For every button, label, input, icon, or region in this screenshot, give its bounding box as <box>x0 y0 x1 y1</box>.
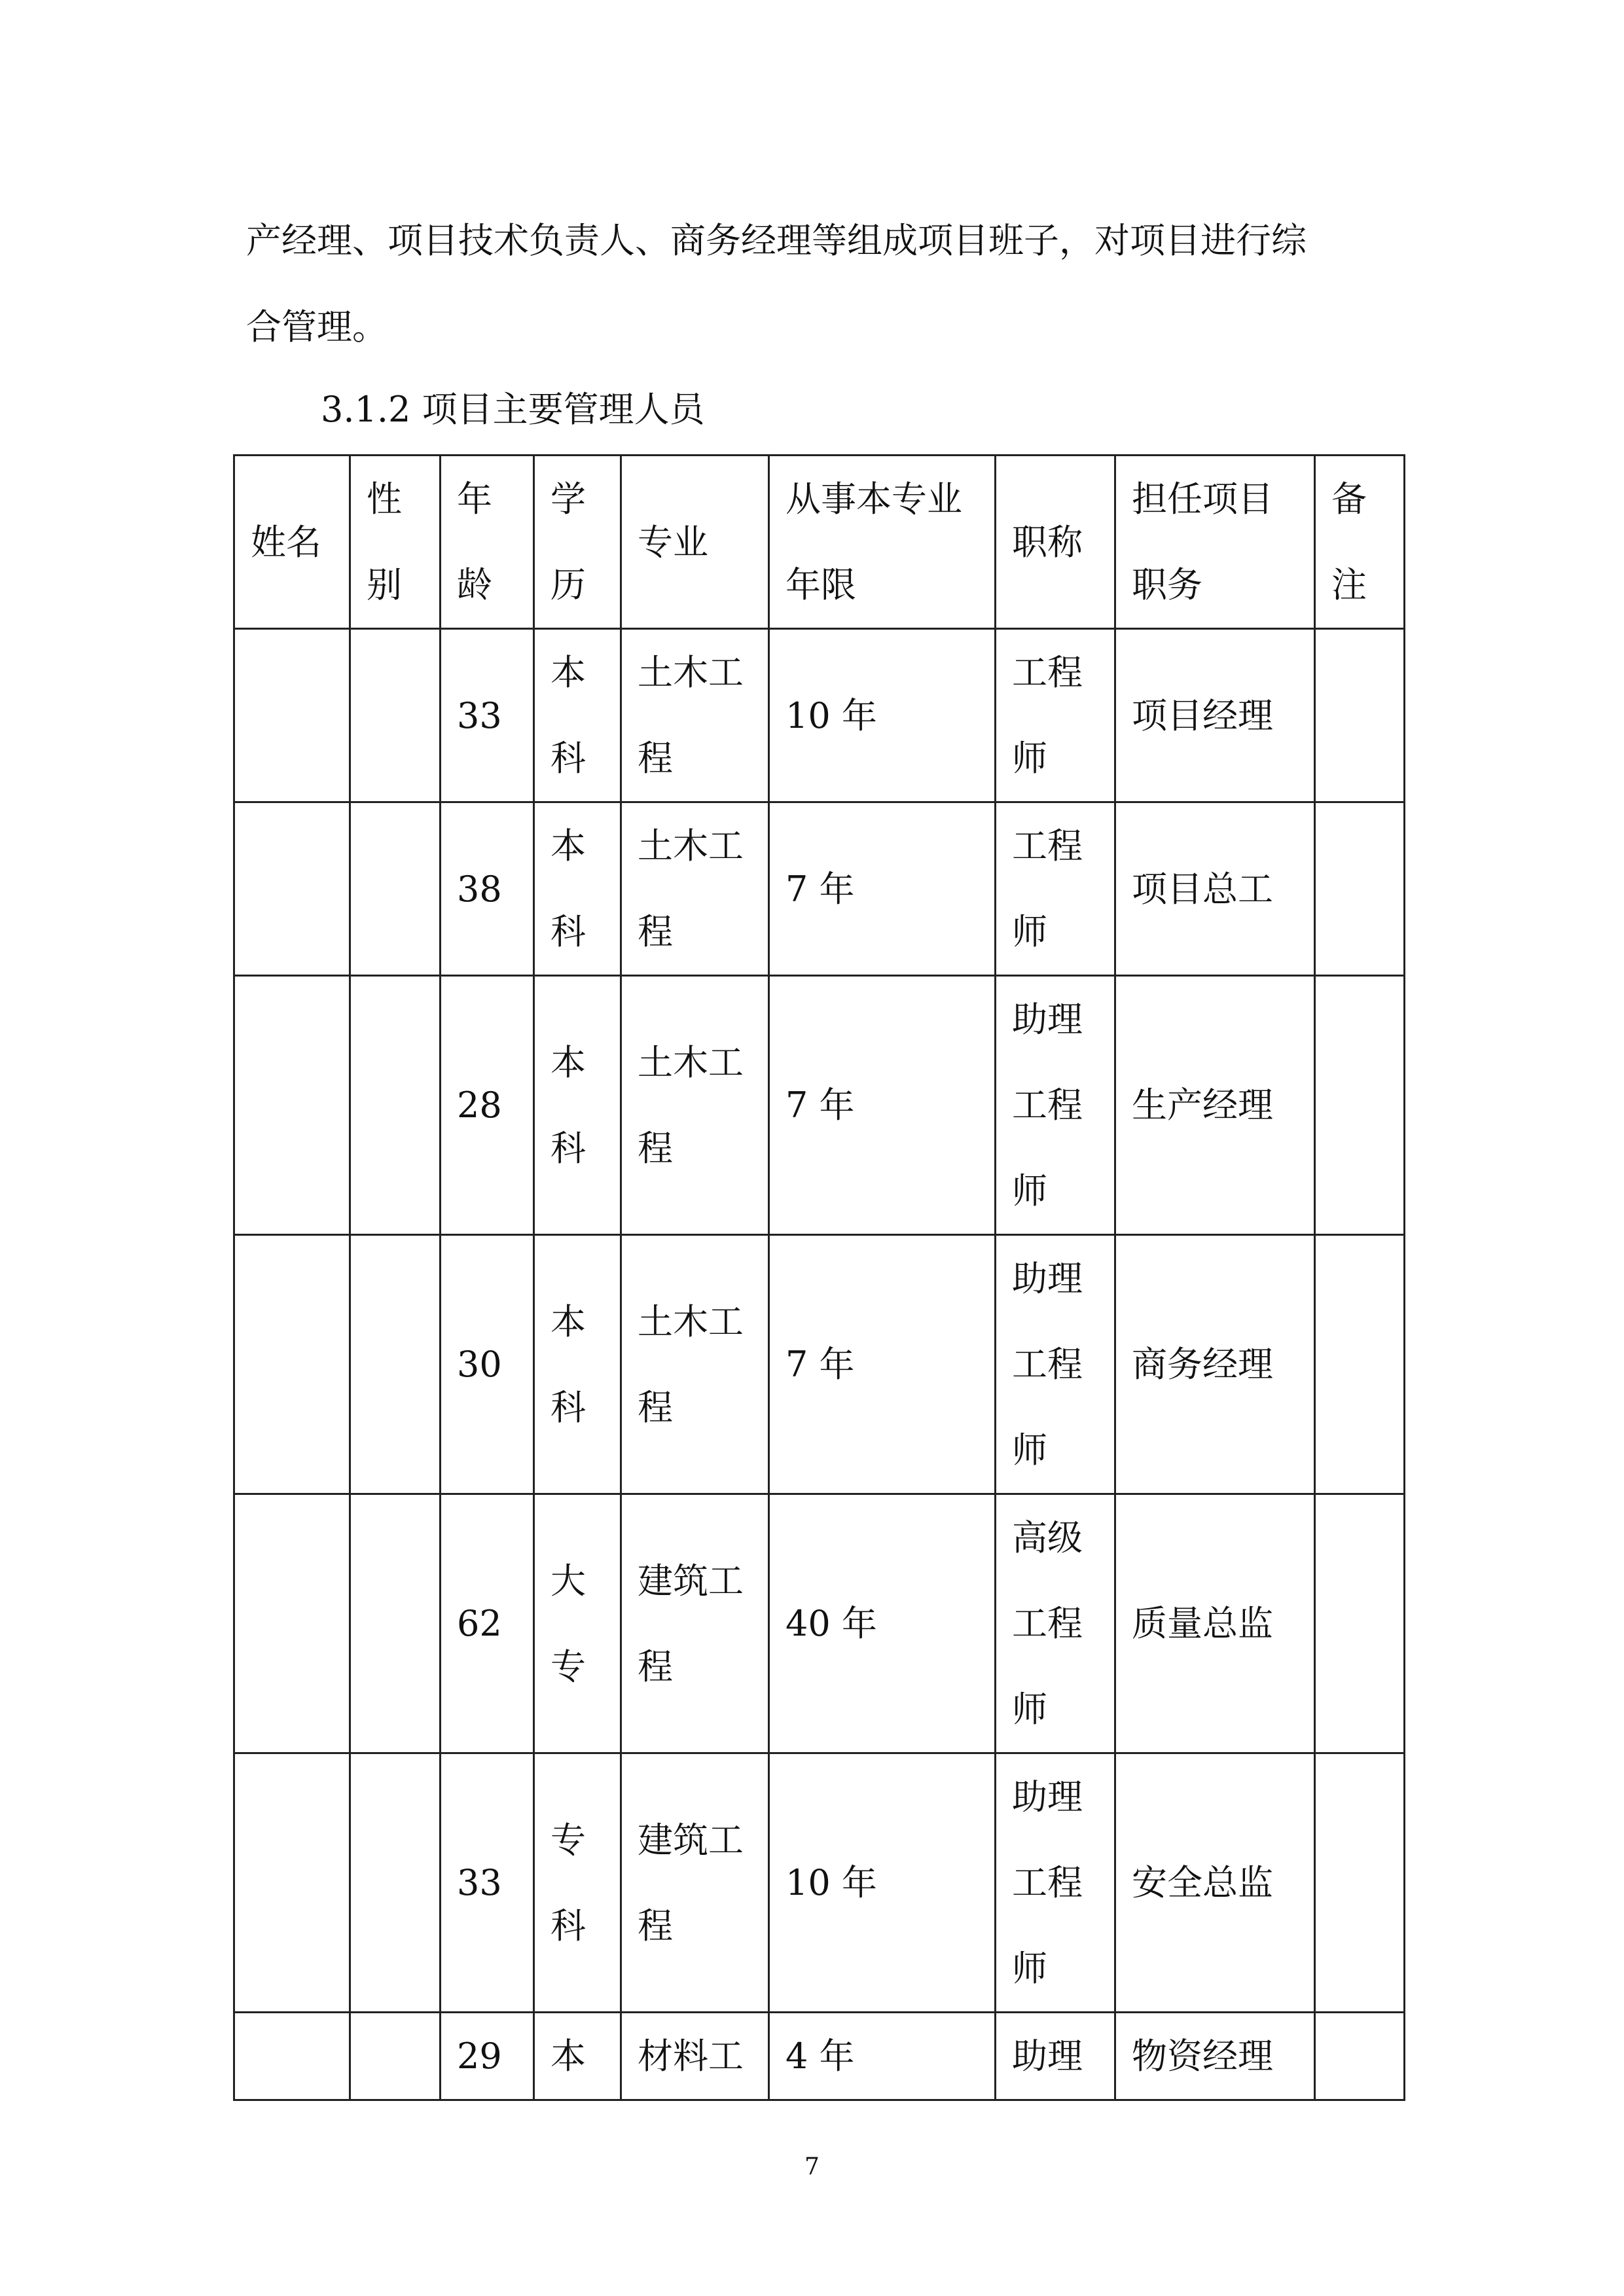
cell-age: 33 <box>441 629 534 802</box>
cell-title: 助理 工程 师 <box>996 1753 1115 2013</box>
cell-note <box>1315 1235 1405 1494</box>
cell-years: 40 年 <box>769 1494 996 1753</box>
cell-role: 生产经理 <box>1115 976 1315 1235</box>
cell-age: 29 <box>441 2013 534 2100</box>
cell-title: 助理 工程 师 <box>996 976 1115 1235</box>
cell-name <box>234 976 350 1235</box>
table-row <box>234 976 1405 1235</box>
cell-education: 本 科 <box>534 1235 621 1494</box>
cell-education: 本 <box>534 2013 621 2100</box>
table-row <box>234 2013 1405 2100</box>
cell-name <box>234 629 350 802</box>
cell-major: 建筑工 程 <box>621 1494 769 1753</box>
cell-title: 工程 师 <box>996 629 1115 802</box>
cell-years: 10 年 <box>769 1753 996 2013</box>
cell-major: 土木工 程 <box>621 629 769 802</box>
cell-major: 土木工 程 <box>621 802 769 976</box>
cell-role: 安全总监 <box>1115 1753 1315 2013</box>
cell-note <box>1315 1494 1405 1753</box>
header-title: 职称 <box>996 456 1115 629</box>
staff-table <box>233 454 1405 2101</box>
cell-name <box>234 2013 350 2100</box>
cell-major: 土木工 程 <box>621 976 769 1235</box>
cell-major: 土木工 程 <box>621 1235 769 1494</box>
cell-education: 本 科 <box>534 629 621 802</box>
cell-title: 工程 师 <box>996 802 1115 976</box>
cell-gender <box>350 1235 441 1494</box>
cell-gender <box>350 2013 441 2100</box>
header-education: 学 历 <box>534 456 621 629</box>
cell-education: 本 科 <box>534 802 621 976</box>
table-header-row <box>234 456 1405 629</box>
cell-note <box>1315 802 1405 976</box>
intro-line-2: 合管理。 <box>246 306 388 348</box>
cell-title: 助理 <box>996 2013 1115 2100</box>
cell-gender <box>350 629 441 802</box>
cell-name <box>234 1494 350 1753</box>
cell-years: 10 年 <box>769 629 996 802</box>
cell-role: 物资经理 <box>1115 2013 1315 2100</box>
cell-gender <box>350 1753 441 2013</box>
cell-note <box>1315 976 1405 1235</box>
page-number: 7 <box>804 2153 820 2180</box>
table-row <box>234 1235 1405 1494</box>
cell-age: 62 <box>441 1494 534 1753</box>
cell-age: 38 <box>441 802 534 976</box>
cell-major: 材料工 <box>621 2013 769 2100</box>
cell-years: 4 年 <box>769 2013 996 2100</box>
cell-education: 专 科 <box>534 1753 621 2013</box>
cell-age: 30 <box>441 1235 534 1494</box>
cell-name <box>234 1753 350 2013</box>
cell-major: 建筑工 程 <box>621 1753 769 2013</box>
cell-age: 28 <box>441 976 534 1235</box>
header-gender: 性 别 <box>350 456 441 629</box>
cell-years: 7 年 <box>769 802 996 976</box>
header-major: 专业 <box>621 456 769 629</box>
header-years: 从事本专业 年限 <box>769 456 996 629</box>
table-row <box>234 629 1405 802</box>
cell-role: 商务经理 <box>1115 1235 1315 1494</box>
cell-name <box>234 802 350 976</box>
header-role: 担任项目 职务 <box>1115 456 1315 629</box>
table-row <box>234 1494 1405 1753</box>
cell-gender <box>350 976 441 1235</box>
cell-title: 助理 工程 师 <box>996 1235 1115 1494</box>
cell-note <box>1315 2013 1405 2100</box>
cell-note <box>1315 629 1405 802</box>
cell-role: 项目总工 <box>1115 802 1315 976</box>
cell-age: 33 <box>441 1753 534 2013</box>
cell-gender <box>350 802 441 976</box>
section-heading: 3.1.2 项目主要管理人员 <box>321 389 705 430</box>
cell-note <box>1315 1753 1405 2013</box>
intro-line-1: 产经理、项目技术负责人、商务经理等组成项目班子，对项目进行综 <box>246 220 1307 261</box>
table-row <box>234 802 1405 976</box>
header-name: 姓名 <box>234 456 350 629</box>
cell-title: 高级 工程 师 <box>996 1494 1115 1753</box>
table-row <box>234 1753 1405 2013</box>
header-note: 备 注 <box>1315 456 1405 629</box>
cell-education: 大 专 <box>534 1494 621 1753</box>
cell-years: 7 年 <box>769 976 996 1235</box>
cell-role: 质量总监 <box>1115 1494 1315 1753</box>
header-age: 年 龄 <box>441 456 534 629</box>
cell-gender <box>350 1494 441 1753</box>
cell-role: 项目经理 <box>1115 629 1315 802</box>
cell-years: 7 年 <box>769 1235 996 1494</box>
cell-name <box>234 1235 350 1494</box>
cell-education: 本 科 <box>534 976 621 1235</box>
